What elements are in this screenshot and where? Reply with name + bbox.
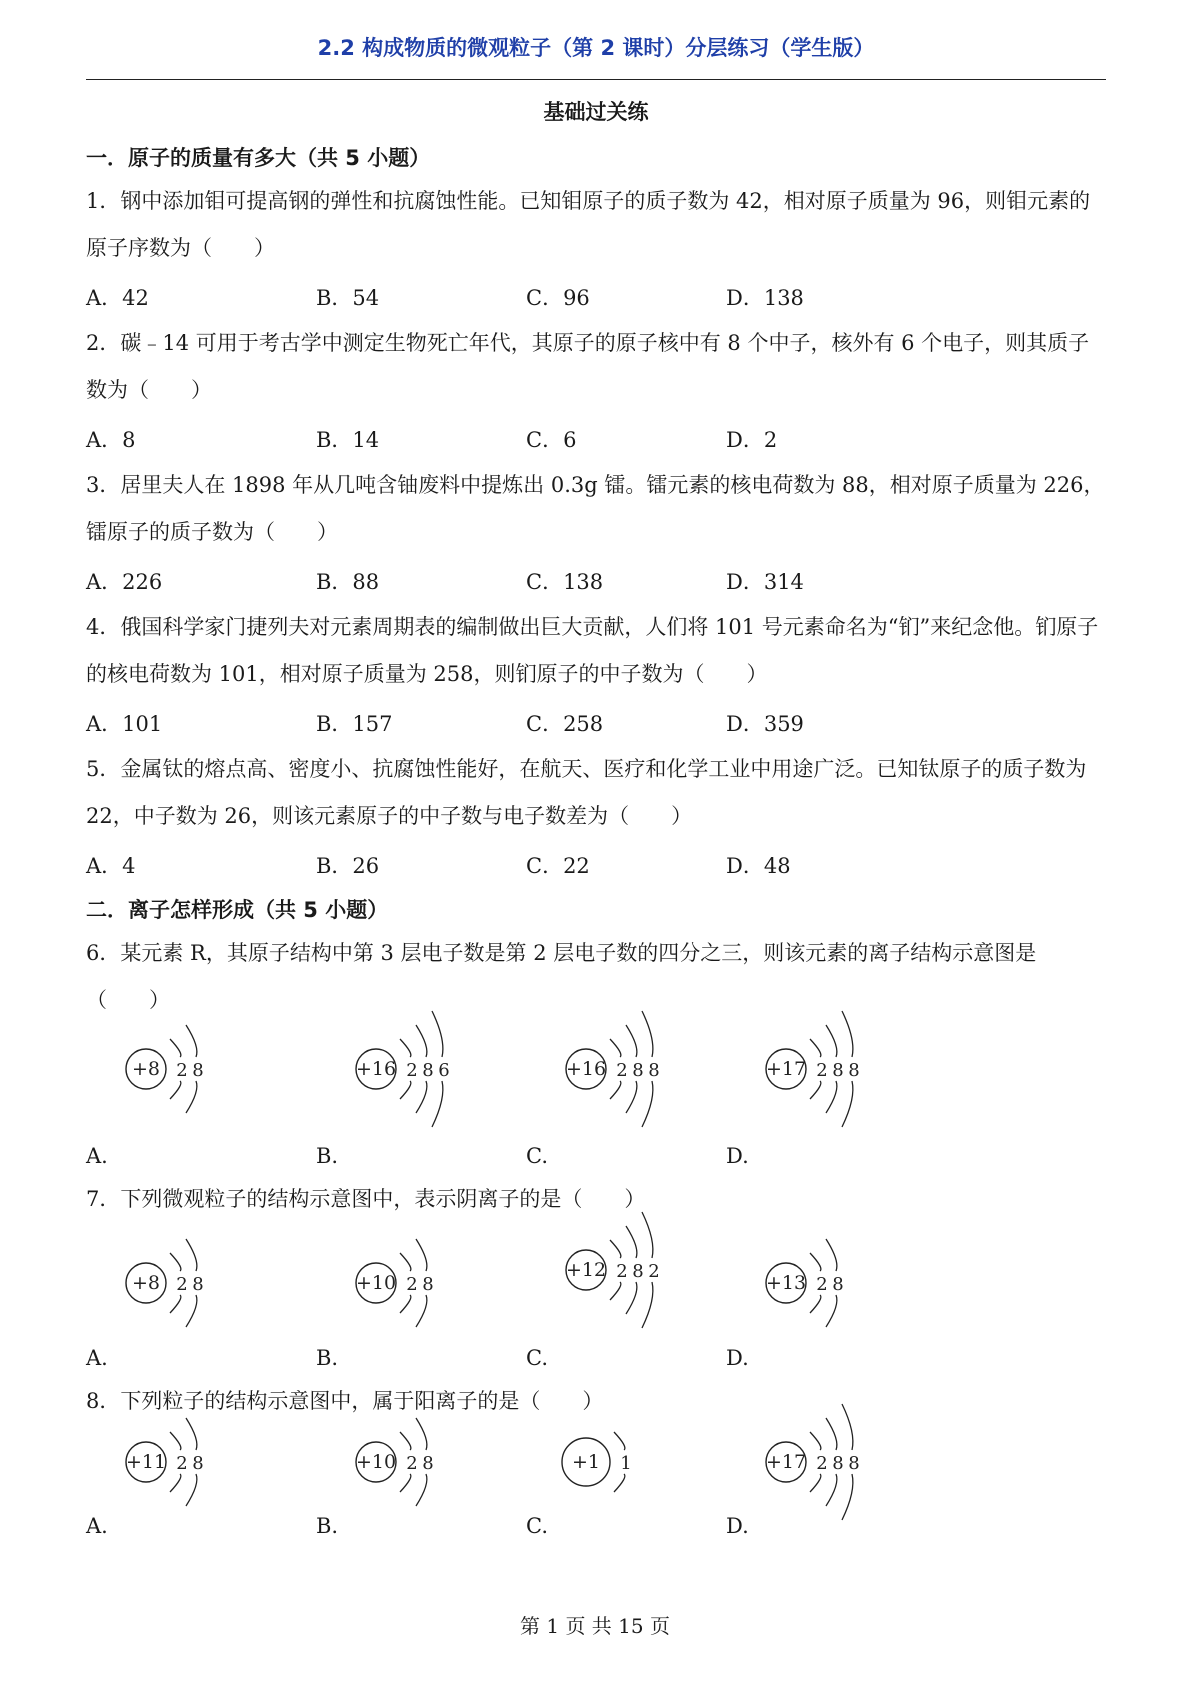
option-a[interactable]: A．101 — [86, 712, 163, 736]
option-label: A. — [86, 1346, 108, 1370]
shell-electron-count: 2 — [816, 1060, 828, 1081]
atom-diagram-option-c[interactable] — [526, 1428, 726, 1540]
electron-shell-arc — [826, 1474, 837, 1506]
question-8: 8．下列粒子的结构示意图中，属于阳离子的是（ ） — [86, 1389, 604, 1413]
atom-diagram-option-d[interactable] — [726, 1225, 926, 1372]
electron-shell-arc — [610, 1039, 621, 1057]
electron-shell-arc — [826, 1025, 837, 1057]
atom-diagram-option-b[interactable] — [316, 1428, 516, 1540]
electron-shell-arc — [416, 1239, 427, 1271]
option-d[interactable]: D．2 — [726, 428, 778, 452]
electron-shell-arc — [626, 1226, 637, 1258]
shell-electron-count: 6 — [438, 1060, 450, 1081]
question-2-options — [86, 424, 1108, 454]
electron-shell-arc — [186, 1081, 197, 1113]
option-label: C. — [526, 1514, 548, 1538]
electron-shell-arc — [170, 1081, 181, 1099]
option-label: C. — [526, 1346, 548, 1370]
electron-shell-arc — [610, 1282, 621, 1300]
option-b[interactable]: B．14 — [316, 428, 380, 452]
shell-electron-count: 2 — [816, 1453, 828, 1474]
question-7: 7．下列微观粒子的结构示意图中，表示阴离子的是（ ） — [86, 1187, 646, 1211]
option-b[interactable]: B．157 — [316, 712, 393, 736]
atom-structure-diagram — [316, 1025, 516, 1146]
question-1: 1．钢中添加钼可提高钢的弹性和抗腐蚀性能。已知钼原子的质子数为 42，相对原子质量为 96，则钼元素的原子序数为（ ） — [86, 189, 1091, 260]
atom-structure-diagram — [726, 1025, 926, 1146]
electron-shell-arc — [416, 1081, 427, 1113]
nucleus-charge: +10 — [355, 1451, 397, 1473]
electron-shell-arc — [170, 1432, 181, 1450]
option-label: B. — [316, 1346, 339, 1370]
electron-shell-arc — [810, 1253, 821, 1271]
shell-electron-count: 2 — [406, 1274, 418, 1295]
atom-diagram-option-a[interactable] — [86, 1428, 286, 1540]
shell-electron-count: 8 — [632, 1060, 644, 1081]
electron-shell-arc — [810, 1474, 821, 1492]
option-c[interactable]: C．22 — [526, 854, 590, 878]
question-5-options — [86, 850, 1108, 880]
electron-shell-arc — [826, 1239, 837, 1271]
shell-electron-count: 2 — [176, 1274, 188, 1295]
atom-structure-diagram — [526, 1025, 726, 1146]
option-label: A. — [86, 1514, 108, 1538]
electron-shell-arc — [186, 1025, 197, 1057]
electron-shell-arc — [400, 1253, 411, 1271]
atom-structure-diagram — [726, 1428, 926, 1516]
option-d[interactable]: D．314 — [726, 570, 804, 594]
question-3-options — [86, 566, 1108, 596]
nucleus-charge: +13 — [765, 1272, 807, 1294]
option-c[interactable]: C．258 — [526, 712, 604, 736]
option-label: B. — [316, 1514, 339, 1538]
option-d[interactable]: D．48 — [726, 854, 791, 878]
electron-shell-arc — [610, 1081, 621, 1099]
atom-structure-diagram — [86, 1428, 286, 1516]
page-header-title: 2.2 构成物质的微观粒子（第 2 课时）分层练习（学生版） — [317, 36, 875, 60]
shell-electron-count: 8 — [848, 1453, 860, 1474]
option-label: D. — [726, 1514, 749, 1538]
electron-shell-arc — [400, 1081, 411, 1099]
atom-structure-diagram — [726, 1225, 926, 1348]
shell-electron-count: 1 — [620, 1453, 632, 1474]
electron-shell-arc — [810, 1295, 821, 1313]
shell-electron-count: 8 — [632, 1261, 644, 1282]
electron-shell-arc — [416, 1474, 427, 1506]
question-4-options — [86, 708, 1108, 738]
option-c[interactable]: C．96 — [526, 286, 590, 310]
shell-electron-count: 2 — [616, 1261, 628, 1282]
nucleus-charge: +17 — [765, 1058, 807, 1080]
option-label: B. — [316, 1144, 339, 1168]
atom-structure-diagram — [86, 1225, 286, 1348]
electron-shell-arc — [614, 1432, 625, 1450]
option-b[interactable]: B．88 — [316, 570, 380, 594]
electron-shell-arc — [642, 1282, 653, 1328]
electron-shell-arc — [626, 1025, 637, 1057]
option-label: D. — [726, 1346, 749, 1370]
atom-diagram-option-b[interactable] — [316, 1225, 516, 1372]
electron-shell-arc — [810, 1432, 821, 1450]
shell-electron-count: 2 — [176, 1060, 188, 1081]
shell-electron-count: 8 — [832, 1453, 844, 1474]
shell-electron-count: 8 — [848, 1060, 860, 1081]
electron-shell-arc — [642, 1081, 653, 1127]
shell-electron-count: 2 — [406, 1060, 418, 1081]
question-2: 2．碳﹣14 可用于考古学中测定生物死亡年代，其原子的原子核中有 8 个中子，核外有 6 个电子，则其质子数为（ ） — [86, 331, 1090, 402]
nucleus-charge: +8 — [131, 1058, 161, 1080]
electron-shell-arc — [810, 1081, 821, 1099]
page-footer: 第 1 页 共 15 页 — [520, 1614, 670, 1638]
question-5: 5．金属钛的熔点高、密度小、抗腐蚀性能好，在航天、医疗和化学工业中用途广泛。已知钛原子的质子数为 22，中子数为 26，则该元素原子的中子数与电子数差为（ ） — [86, 757, 1087, 828]
shell-electron-count: 2 — [406, 1453, 418, 1474]
question-3: 3．居里夫人在 1898 年从几吨含铀废料中提炼出 0.3g 镭。镭元素的核电荷数为 88，相对原子质量为 226，镭原子的质子数为（ ） — [86, 473, 1105, 544]
atom-structure-diagram — [316, 1428, 516, 1516]
section-title-2: 二．离子怎样形成（共 5 小题） — [86, 898, 389, 922]
shell-electron-count: 2 — [816, 1274, 828, 1295]
electron-shell-arc — [416, 1295, 427, 1327]
electron-shell-arc — [826, 1295, 837, 1327]
electron-shell-arc — [826, 1081, 837, 1113]
nucleus-charge: +17 — [765, 1451, 807, 1473]
atom-structure-diagram — [526, 1428, 726, 1516]
option-label: A. — [86, 1144, 108, 1168]
option-label: C. — [526, 1144, 548, 1168]
header-rule — [86, 79, 1106, 80]
nucleus-charge: +16 — [355, 1058, 397, 1080]
electron-shell-arc — [186, 1295, 197, 1327]
question-6: 6．某元素 R，其原子结构中第 3 层电子数是第 2 层电子数的四分之三，则该元素的离子结构示意图是（ ） — [86, 941, 1037, 1012]
electron-shell-arc — [400, 1432, 411, 1450]
nucleus-charge: +10 — [355, 1272, 397, 1294]
shell-electron-count: 2 — [616, 1060, 628, 1081]
question-1-options — [86, 282, 1108, 312]
shell-electron-count: 8 — [648, 1060, 660, 1081]
electron-shell-arc — [186, 1239, 197, 1271]
shell-electron-count: 8 — [192, 1060, 204, 1081]
shell-electron-count: 8 — [422, 1274, 434, 1295]
nucleus-charge: +1 — [571, 1451, 601, 1473]
option-a[interactable]: A．4 — [86, 854, 136, 878]
option-a[interactable]: A．226 — [86, 570, 163, 594]
electron-shell-arc — [842, 1474, 853, 1520]
section-title-1: 一．原子的质量有多大（共 5 小题） — [86, 146, 431, 170]
atom-diagram-option-c[interactable] — [526, 1225, 726, 1372]
electron-shell-arc — [416, 1025, 427, 1057]
shell-electron-count: 2 — [176, 1453, 188, 1474]
shell-electron-count: 8 — [422, 1453, 434, 1474]
electron-shell-arc — [170, 1039, 181, 1057]
electron-shell-arc — [170, 1295, 181, 1313]
shell-electron-count: 8 — [192, 1274, 204, 1295]
atom-diagram-option-d[interactable] — [726, 1025, 926, 1170]
atom-diagram-option-b[interactable] — [316, 1025, 516, 1170]
option-label: D. — [726, 1144, 749, 1168]
electron-shell-arc — [400, 1295, 411, 1313]
atom-diagram-option-d[interactable] — [726, 1428, 926, 1540]
atom-structure-diagram — [86, 1025, 286, 1146]
electron-shell-arc — [626, 1081, 637, 1113]
electron-shell-arc — [400, 1039, 411, 1057]
electron-shell-arc — [170, 1253, 181, 1271]
electron-shell-arc — [186, 1474, 197, 1506]
atom-structure-diagram — [316, 1225, 516, 1348]
nucleus-charge: +8 — [131, 1272, 161, 1294]
option-c[interactable]: C．6 — [526, 428, 577, 452]
shell-electron-count: 2 — [648, 1261, 660, 1282]
electron-shell-arc — [626, 1282, 637, 1314]
electron-shell-arc — [810, 1039, 821, 1057]
option-a[interactable]: A．8 — [86, 428, 136, 452]
option-a[interactable]: A．42 — [86, 286, 149, 310]
shell-electron-count: 8 — [422, 1060, 434, 1081]
electron-shell-arc — [170, 1474, 181, 1492]
option-d[interactable]: D．359 — [726, 712, 804, 736]
option-b[interactable]: B．54 — [316, 286, 380, 310]
atom-diagram-option-a[interactable] — [86, 1025, 286, 1170]
section-group-title: 基础过关练 — [543, 100, 649, 124]
electron-shell-arc — [614, 1474, 625, 1492]
nucleus-charge: +16 — [565, 1058, 607, 1080]
electron-shell-arc — [610, 1240, 621, 1258]
shell-electron-count: 8 — [192, 1453, 204, 1474]
electron-shell-arc — [400, 1474, 411, 1492]
atom-diagram-option-c[interactable] — [526, 1025, 726, 1170]
question-4: 4．俄国科学家门捷列夫对元素周期表的编制做出巨大贡献，人们将 101 号元素命名为“钔”来纪念他。钔原子的核电荷数为 101，相对原子质量为 258，则钔原子的中子数为（ ） — [86, 615, 1099, 686]
shell-electron-count: 8 — [832, 1274, 844, 1295]
shell-electron-count: 8 — [832, 1060, 844, 1081]
option-c[interactable]: C．138 — [526, 570, 604, 594]
atom-diagram-option-a[interactable] — [86, 1225, 286, 1372]
electron-shell-arc — [432, 1081, 443, 1127]
electron-shell-arc — [842, 1081, 853, 1127]
nucleus-charge: +11 — [125, 1451, 167, 1473]
option-d[interactable]: D．138 — [726, 286, 804, 310]
atom-structure-diagram — [526, 1225, 726, 1348]
nucleus-charge: +12 — [565, 1259, 607, 1281]
option-b[interactable]: B．26 — [316, 854, 380, 878]
